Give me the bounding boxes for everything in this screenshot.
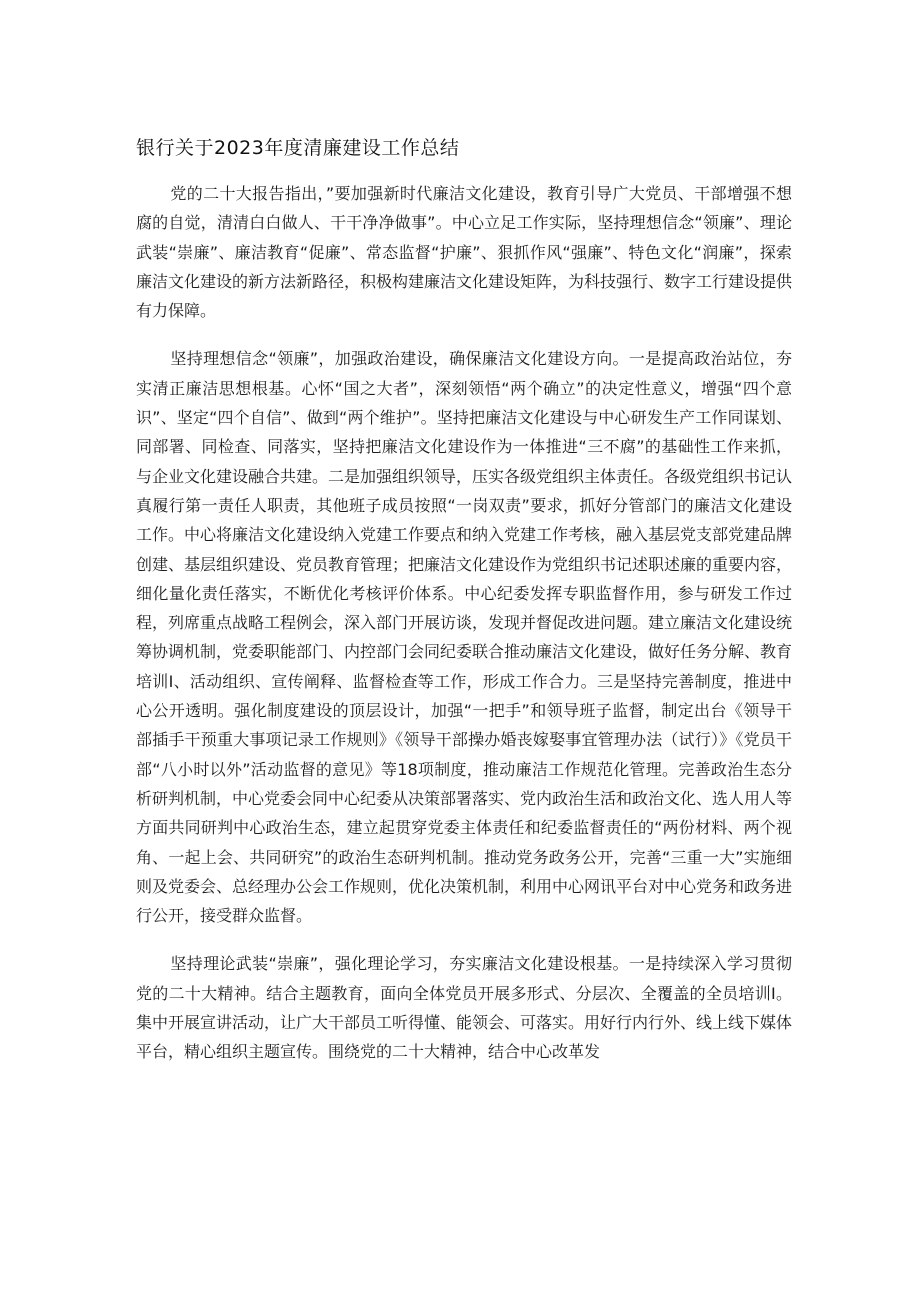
body-paragraph: 坚持理论武装“崇廉”，强化理论学习，夯实廉洁文化建设根基。一是持续深入学习贯彻党的二十大精神。结合主题教育，面向全体党员开展多形式、分层次、全覆盖的全员培训I。集中开展宣讲活动，让广大干部员工听得懂、能领会、可落实。用好行内行外、线上线下媒体平台，精心组织主题宣传。围绕党的二十大精神，结合中心改革发 [136, 954, 793, 1062]
body-paragraph: 坚持理想信念“领廉”，加强政治建设，确保廉洁文化建设方向。一是提高政治站位，夯实清正廉洁思想根基。心怀“国之大者”，深刻领悟“两个确立”的决定性意义，增强“四个意识”、坚定“四个自信”、做到“两个维护”。坚持把廉洁文化建设与中心研发生产工作同谋划、同部署、同检查、同落实，坚持把廉洁文化建设作为一体推进“三不腐”的基础性工作来抓，与企业文化建设融合共建。二是加强组织领导，压实各级党组织主体责任。各级党组织书记认真履行第一责任人职责，其他班子成员按照“一岗双责”要求，抓好分管部门的廉洁文化建设工作。中心将廉洁文化建设纳入党建工作要点和纳入党建工作考核，融入基层党支部党建品牌创建、基层组织建设、党员教育管理；把廉洁文化建设作为党组织书记述职述廉的重要内容，细化量化责任落实，不断优化考核评价体系。中心纪委发挥专职监督作用，参与研发工作过程，列席重点战略工程例会，深入部门开展访谈，发现并督促改进问题。建立廉洁文化建设统筹协调机制，党委职能部门、内控部门会同纪委联合推动廉洁文化建设，做好任务分解、教育培训I、活动组织、宣传阐释、监督检查等工作，形成工作合力。三是坚持完善制度，推进中心公开透明。强化制度建设的顶层设计，加强“一把手”和领导班子监督，制定出台《领导干部插手干预重大事项记录工作规则》《领导干部操办婚丧嫁娶事宜管理办法（试行）》《党员干部“八小时以外”活动监督的意见》等18项制度，推动廉洁工作规范化管理。完善政治生态分析研判机制，中心党委会同中心纪委从决策部署落实、党内政治生活和政治文化、选人用人等方面共同研判中心政治生态，建立起贯穿党委主体责任和纪委监督责任的“两份材料、两个视角、一起上会、共同研究”的政治生态研判机制。推动党务政务公开，完善“三重一大”实施细则及党委会、总经理办公会工作规则，优化决策机制，利用中心网讯平台对中心党务和政务进行公开，接受群众监督。 [136, 349, 793, 926]
document-body [136, 179, 792, 1086]
document-title: 银行关于2023年度清廉建设工作总结 [136, 137, 460, 159]
body-paragraph: 党的二十大报告指出，”要加强新时代廉洁文化建设，教育引导广大党员、干部增强不想腐的自觉，清清白白做人、干干净净做事”。中心立足工作实际，坚持理想信念“领廉”、理论武装“崇廉”、廉洁教育“促廉”、常态监督“护廉”、狠抓作风“强廉”、特色文化“润廉”，探索廉洁文化建设的新方法新路径，积极构建廉洁文化建设矩阵，为科技强行、数字工行建设提供有力保障。 [136, 184, 793, 321]
